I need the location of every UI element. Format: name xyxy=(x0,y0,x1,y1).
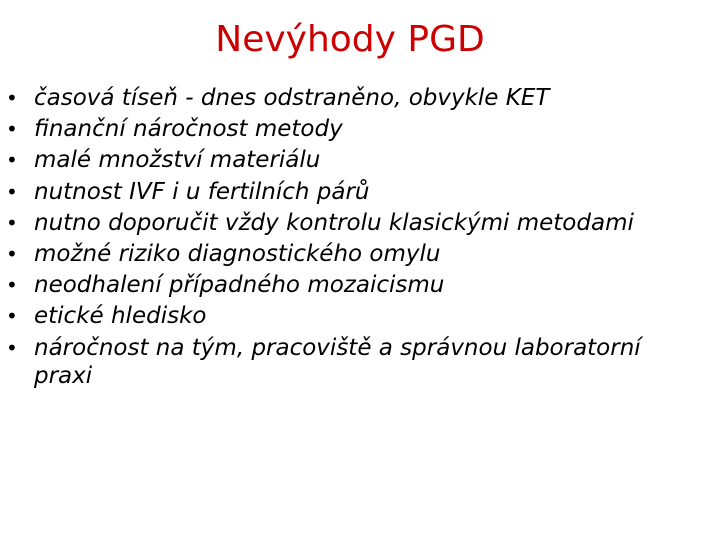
list-item xyxy=(6,178,706,207)
list-item xyxy=(6,115,706,144)
list-item-text: finanční náročnost metody xyxy=(34,116,343,143)
bullet-icon: • xyxy=(6,273,18,298)
bullet-icon: • xyxy=(6,117,18,142)
list-item xyxy=(6,271,706,300)
list-item-text: náročnost na tým, pracoviště a správnou laboratorní praxi xyxy=(34,334,641,389)
bullet-icon: • xyxy=(6,148,18,173)
bullet-icon: • xyxy=(6,335,18,360)
bullet-list xyxy=(6,84,706,393)
list-item-text: neodhalení případného mozaicismu xyxy=(34,272,445,299)
list-item-text: nutno doporučit vždy kontrolu klasickými metodami xyxy=(34,209,634,236)
list-item xyxy=(6,146,706,175)
slide-title: Nevýhody PGD xyxy=(215,19,485,60)
bullet-icon: • xyxy=(6,179,18,204)
bullet-icon: • xyxy=(6,210,18,235)
list-item-text: malé množství materiálu xyxy=(34,147,321,174)
bullet-icon: • xyxy=(6,241,18,266)
list-item-text: možné riziko diagnostického omylu xyxy=(34,240,441,267)
bullet-icon: • xyxy=(6,86,18,110)
list-item xyxy=(6,302,706,331)
list-item-text: nutnost IVF i u fertilních párů xyxy=(34,178,370,205)
bullet-icon: • xyxy=(6,304,18,329)
list-item xyxy=(6,209,706,238)
list-item xyxy=(6,334,706,391)
list-item xyxy=(6,240,706,269)
list-item-text: časová tíseň - dnes odstraněno, obvykle KET xyxy=(34,85,550,111)
list-item xyxy=(6,84,706,113)
list-item-text: etické hledisko xyxy=(34,303,207,330)
